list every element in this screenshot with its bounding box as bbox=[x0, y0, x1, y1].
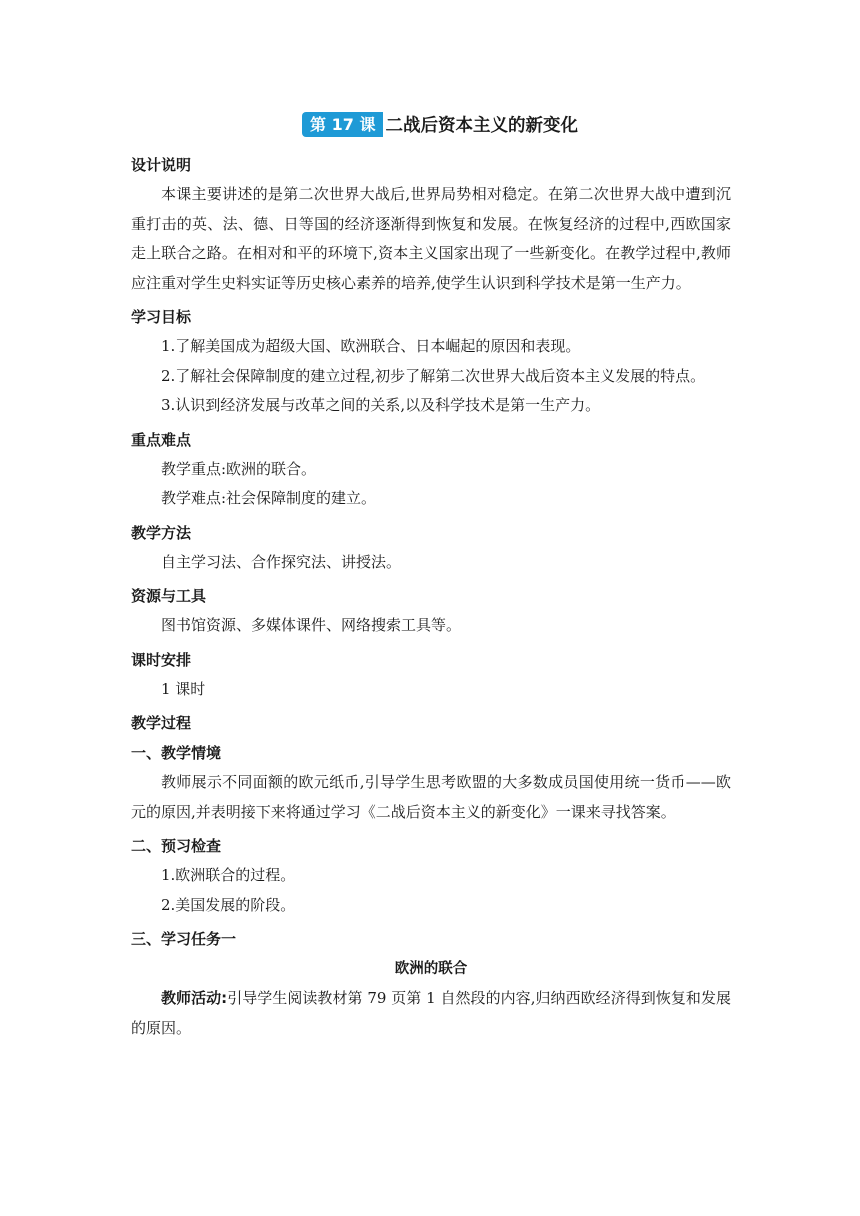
document-page bbox=[131, 112, 731, 1043]
resources-heading: 资源与工具 bbox=[131, 587, 207, 605]
section-1-text: 教师展示不同面额的欧元纸币,引导学生思考欧盟的大多数成员国使用统一货币——欧元的原因,并表明接下来将通过学习《二战后资本主义的新变化》一课来寻找答案。 bbox=[131, 773, 731, 821]
section-3-subtitle: 欧洲的联合 bbox=[394, 961, 468, 977]
goals-heading: 学习目标 bbox=[131, 308, 192, 326]
teacher-activity-label: 教师活动: bbox=[161, 989, 228, 1007]
lesson-number-badge: 第 17 课 bbox=[302, 112, 383, 137]
section-3-paragraph bbox=[131, 984, 731, 1043]
key-point-focus: 教学重点:欧洲的联合。 bbox=[161, 459, 317, 478]
resources-text: 图书馆资源、多媒体课件、网络搜索工具等。 bbox=[161, 616, 462, 634]
lesson-title: 二战后资本主义的新变化 bbox=[385, 116, 578, 136]
section-2-item-1: 1.欧洲联合的过程。 bbox=[161, 866, 296, 884]
section-2-heading: 二、预习检查 bbox=[131, 837, 222, 855]
key-point-difficulty: 教学难点:社会保障制度的建立。 bbox=[161, 489, 377, 507]
schedule-text: 1 课时 bbox=[161, 679, 206, 698]
design-text: 本课主要讲述的是第二次世界大战后,世界局势相对稳定。在第二次世界大战中遭到沉重打击的英、法、德、日等国的经济逐渐得到恢复和发展。在恢复经济的过程中,西欧国家走上联合之路。在相对和平的环境下,资本主义国家出现了一些新变化。在教学过程中,教师应注重对学生史料实证等历史核心素养的培养,使学生认识到科学技术是第一生产力。 bbox=[131, 185, 731, 292]
goal-item-2: 2.了解社会保障制度的建立过程,初步了解第二次世界大战后资本主义发展的特点。 bbox=[161, 366, 706, 385]
process-heading: 教学过程 bbox=[131, 714, 192, 732]
schedule-heading: 课时安排 bbox=[131, 650, 192, 669]
lesson-title-row bbox=[149, 112, 731, 146]
section-1-heading: 一、教学情境 bbox=[131, 744, 222, 762]
methods-heading: 教学方法 bbox=[131, 523, 192, 542]
teacher-activity-text: 引导学生阅读教材第 79 页第 1 自然段的内容,归纳西欧经济得到恢复和发展的原因。 bbox=[131, 989, 731, 1037]
design-heading: 设计说明 bbox=[131, 156, 192, 174]
goal-item-1: 1.了解美国成为超级大国、欧洲联合、日本崛起的原因和表现。 bbox=[161, 337, 581, 355]
section-3-heading: 三、学习任务一 bbox=[131, 930, 237, 948]
goal-item-3: 3.认识到经济发展与改革之间的关系,以及科学技术是第一生产力。 bbox=[161, 396, 601, 414]
methods-text: 自主学习法、合作探究法、讲授法。 bbox=[161, 552, 402, 571]
section-2-item-2: 2.美国发展的阶段。 bbox=[161, 895, 296, 914]
key-points-heading: 重点难点 bbox=[131, 430, 192, 449]
